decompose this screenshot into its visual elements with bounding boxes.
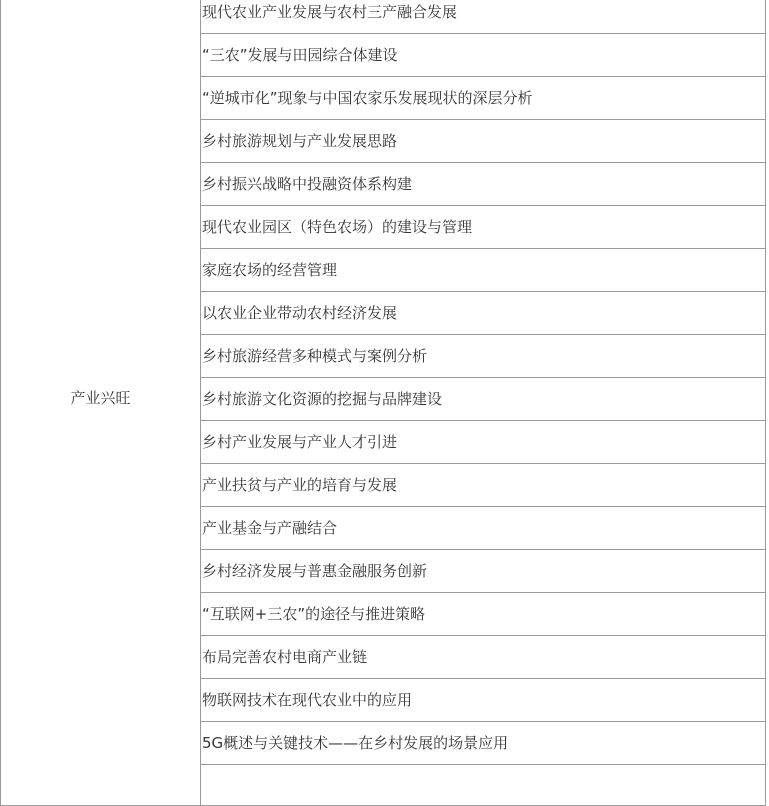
topic-cell: “互联网+三农”的途径与推进策略	[201, 593, 766, 636]
topic-cell: 布局完善农村电商产业链	[201, 636, 766, 679]
topic-cell: 物联网技术在现代农业中的应用	[201, 679, 766, 722]
topic-cell: “三农”发展与田园综合体建设	[201, 34, 766, 77]
topic-cell: 乡村旅游规划与产业发展思路	[201, 120, 766, 163]
category-label: 产业兴旺	[70, 389, 131, 407]
topic-cell: 乡村旅游文化资源的挖掘与品牌建设	[201, 378, 766, 421]
topic-cell: 家庭农场的经营管理	[201, 249, 766, 292]
topic-cell: 乡村产业发展与产业人才引进	[201, 421, 766, 464]
course-table-body	[1, 0, 766, 806]
topic-cell: 5G概述与关键技术——在乡村发展的场景应用	[201, 722, 766, 765]
topic-cell: 产业扶贫与产业的培育与发展	[201, 464, 766, 507]
topic-cell: 乡村振兴战略中投融资体系构建	[201, 163, 766, 206]
topic-cell: 以农业企业带动农村经济发展	[201, 292, 766, 335]
topic-cell: “逆城市化”现象与中国农家乐发展现状的深层分析	[201, 77, 766, 120]
topic-cell: 产业基金与产融结合	[201, 507, 766, 550]
topic-cell: 乡村旅游经营多种模式与案例分析	[201, 335, 766, 378]
category-cell	[1, 0, 201, 806]
topic-cell: 乡村经济发展与普惠金融服务创新	[201, 550, 766, 593]
topic-cell: 现代农业园区（特色农场）的建设与管理	[201, 206, 766, 249]
topic-cell	[201, 765, 766, 806]
topic-cell: 现代农业产业发展与农村三产融合发展	[201, 0, 766, 34]
table-row	[1, 0, 766, 34]
